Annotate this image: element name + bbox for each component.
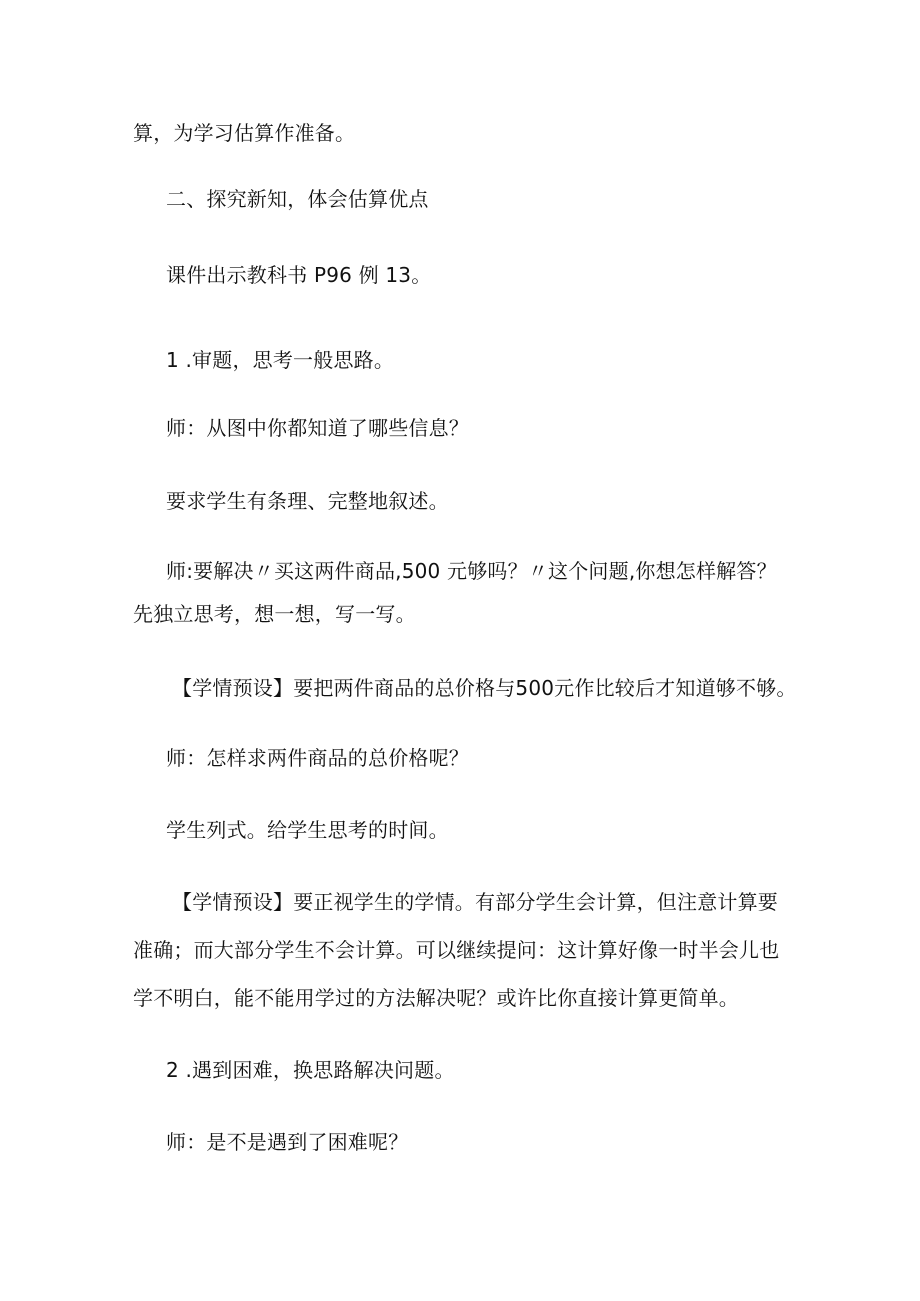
- paragraph-line: 要求学生有条理、完整地叙述。: [166, 489, 449, 513]
- paragraph-line: 学不明白，能不能用学过的方法解决呢？或许比你直接计算更简单。: [133, 986, 739, 1010]
- paragraph-line: 学生列式。给学生思考的时间。: [166, 818, 449, 842]
- paragraph-line: 师：从图中你都知道了哪些信息？: [166, 416, 469, 440]
- paragraph-line: 师：是不是遇到了困难呢？: [166, 1130, 409, 1154]
- section-heading: 二、探究新知，体会估算优点: [166, 187, 429, 211]
- step-heading: 1 .审题，思考一般思路。: [166, 348, 395, 372]
- paragraph-line: 课件出示教科书 P96 例 13。: [166, 263, 432, 287]
- paragraph-line: 【学情预设】要正视学生的学情。有部分学生会计算，但注意计算要: [172, 890, 778, 914]
- paragraph-line: 师:要解决〃买这两件商品,500 元够吗？〃这个问题,你想怎样解答？: [166, 559, 777, 583]
- paragraph-line: 师：怎样求两件商品的总价格呢？: [166, 746, 469, 770]
- paragraph-continuation-line: 算，为学习估算作准备。: [133, 121, 356, 145]
- paragraph-line: 先独立思考，想一想，写一写。: [133, 602, 416, 626]
- paragraph-line: 【学情预设】要把两件商品的总价格与500元作比较后才知道够不够。: [172, 676, 797, 700]
- step-heading: 2 .遇到困难，换思路解决问题。: [166, 1058, 455, 1082]
- paragraph-line: 准确；而大部分学生不会计算。可以继续提问：这计算好像一时半会儿也: [133, 938, 780, 962]
